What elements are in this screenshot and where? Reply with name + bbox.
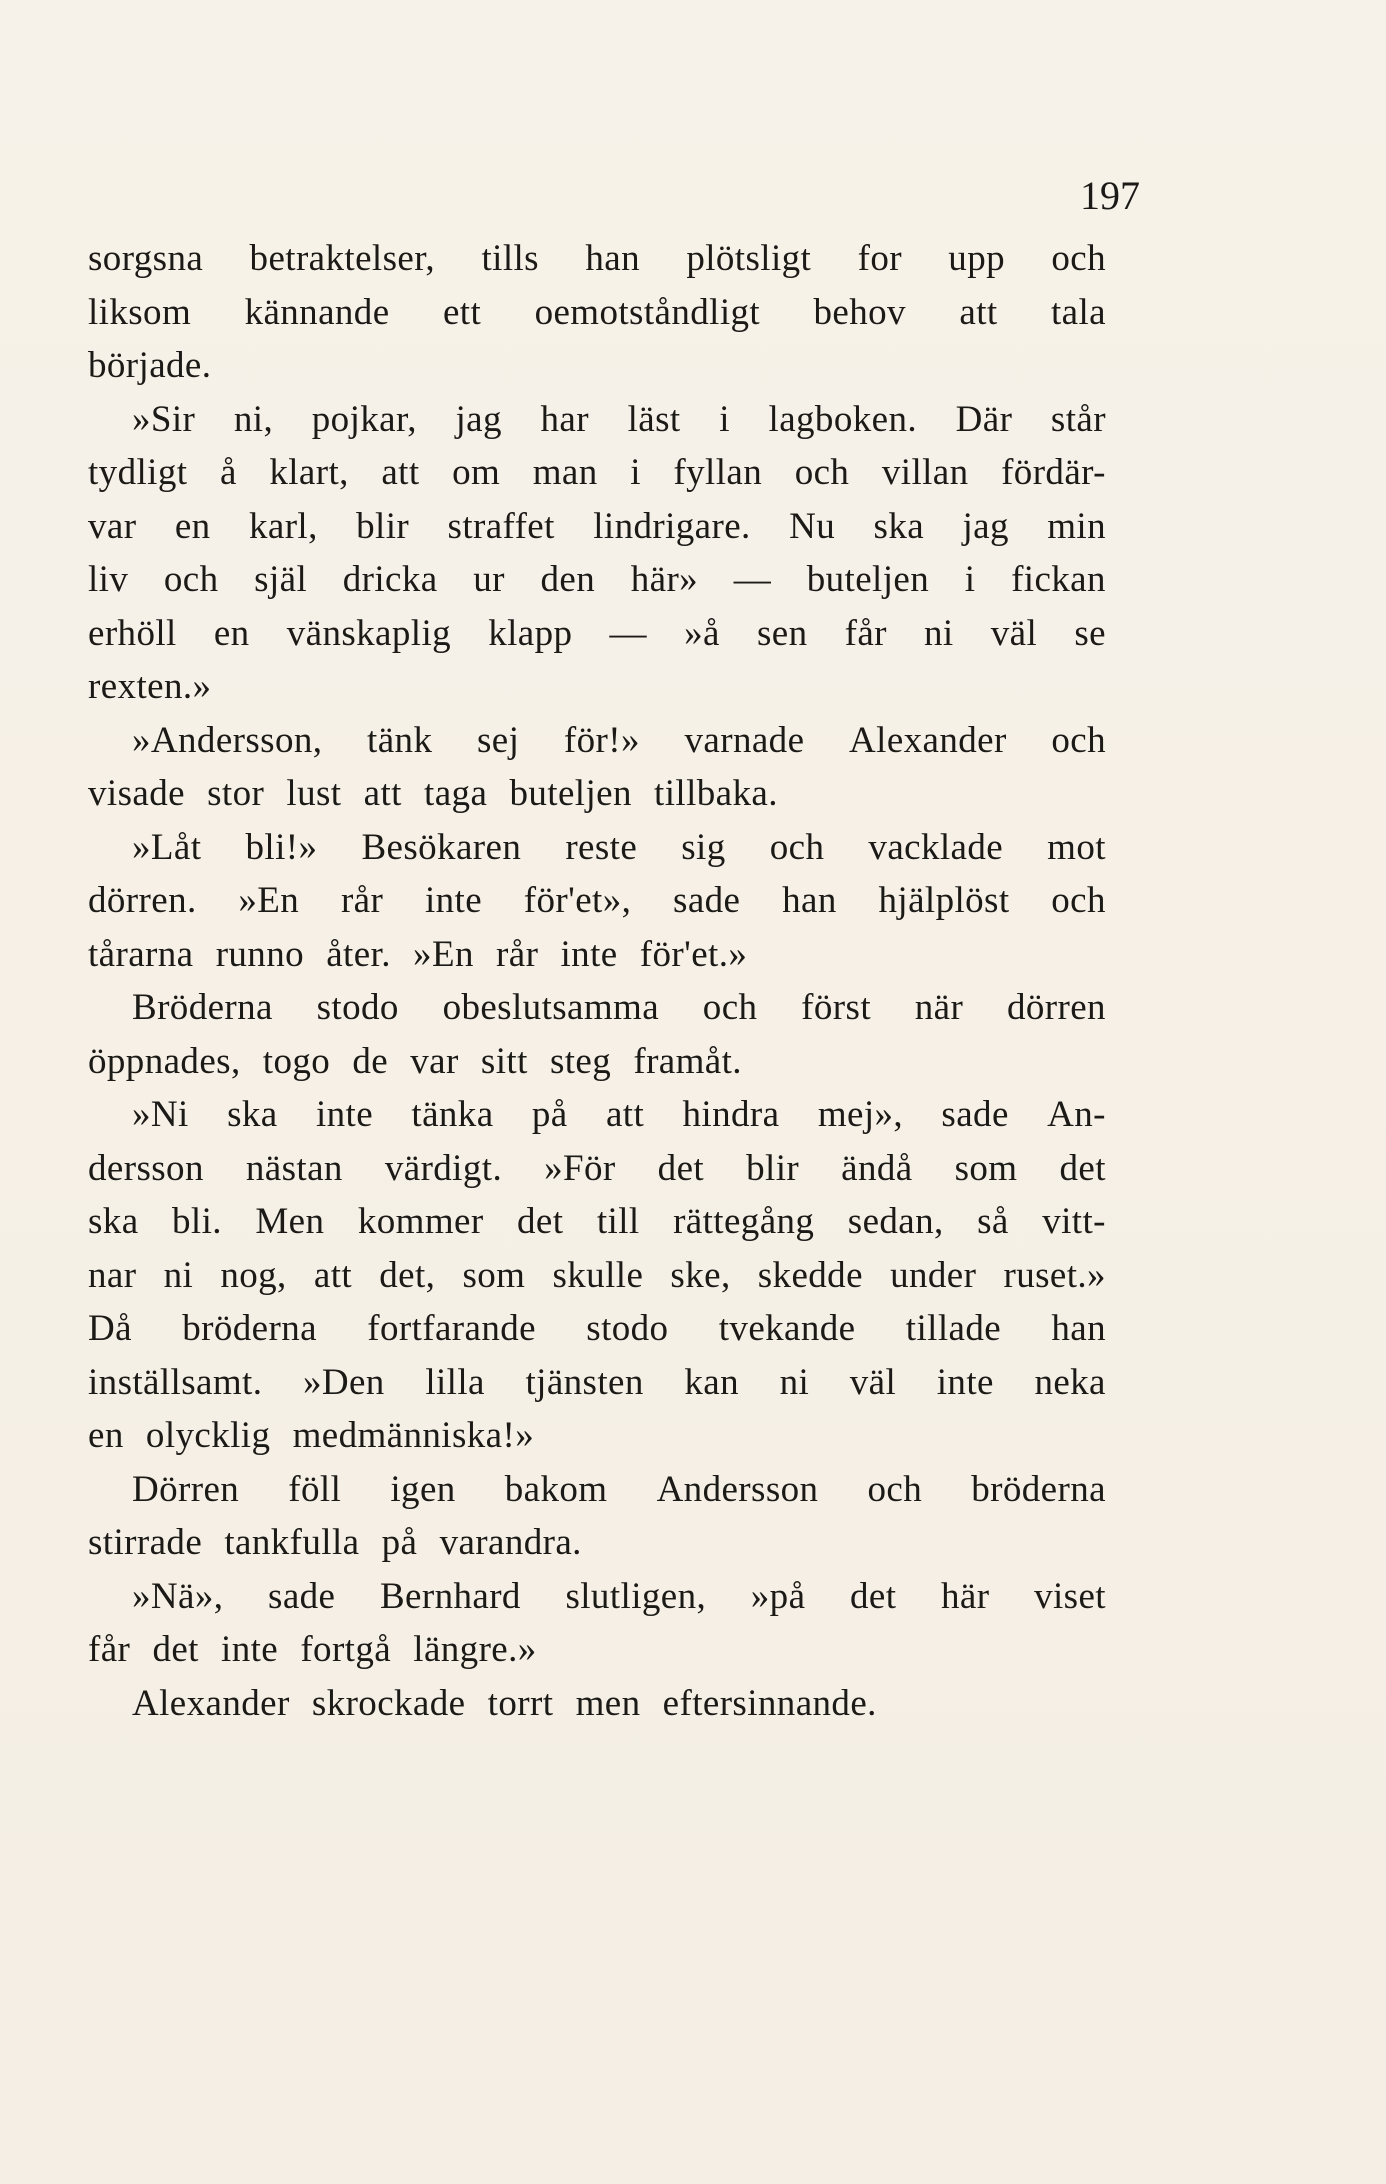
text-line — [88, 1409, 1106, 1463]
word: igen — [390, 1468, 456, 1510]
word: fyllan — [673, 452, 763, 493]
word: har — [540, 398, 589, 440]
word: på — [531, 1094, 568, 1135]
word: tala — [1050, 291, 1106, 333]
word: till — [596, 1201, 640, 1242]
word: om — [452, 452, 501, 493]
word: får — [844, 612, 887, 654]
word: stirrade — [88, 1522, 203, 1563]
word: reste — [565, 826, 638, 868]
word: rexten.» — [88, 666, 212, 707]
word: slutligen, — [565, 1575, 707, 1617]
word: rår — [340, 880, 384, 921]
word: neka — [1034, 1361, 1106, 1403]
word: när — [914, 987, 964, 1028]
word: tills — [481, 238, 539, 279]
word: en — [174, 505, 211, 547]
word: dörren — [1006, 987, 1106, 1028]
text-line — [88, 1356, 1106, 1410]
word: det — [850, 1575, 897, 1617]
text-line — [88, 1516, 1106, 1570]
word: var — [88, 505, 137, 547]
word: nästan — [245, 1147, 343, 1189]
word: bröderna — [971, 1468, 1106, 1510]
word: taga — [424, 773, 488, 814]
word: de — [352, 1040, 389, 1082]
word: å — [219, 452, 237, 493]
word: ni — [924, 612, 954, 654]
word: här — [941, 1575, 990, 1617]
word: i — [964, 559, 976, 600]
text-line — [132, 393, 1106, 447]
word: »på — [750, 1575, 806, 1617]
word: lagboken. — [768, 398, 917, 440]
text-line — [88, 232, 1106, 286]
word: vacklade — [868, 826, 1004, 868]
word: tvekande — [718, 1308, 856, 1349]
word: och — [867, 1468, 923, 1510]
word: lilla — [425, 1361, 485, 1403]
word: en — [213, 612, 250, 654]
word: ni, — [233, 398, 274, 440]
word: först — [801, 987, 871, 1028]
text-line — [88, 286, 1106, 340]
word: »För — [544, 1147, 616, 1189]
word: Bröderna — [132, 987, 273, 1028]
word: i — [719, 398, 730, 440]
word: blir — [356, 505, 410, 547]
word: man — [532, 452, 598, 493]
word: bli!» — [245, 826, 318, 868]
word: »En — [238, 880, 300, 921]
word: Men — [255, 1201, 325, 1242]
word: det — [657, 1147, 705, 1189]
word: skrockade — [311, 1682, 466, 1724]
text-line — [132, 821, 1106, 875]
text-line — [132, 1570, 1106, 1624]
word: hjälplöst — [878, 880, 1010, 921]
word: fickan — [1011, 559, 1106, 600]
word: nar — [88, 1254, 137, 1296]
word: oemotståndligt — [534, 291, 761, 333]
word: Då — [88, 1308, 132, 1349]
word: åter. — [326, 933, 391, 975]
word: blir — [746, 1147, 800, 1189]
word: inte — [315, 1094, 374, 1135]
word: plötsligt — [686, 238, 812, 279]
word: Dörren — [132, 1468, 240, 1510]
word: jag — [962, 505, 1009, 547]
word: dricka — [342, 559, 438, 600]
word: erhöll — [88, 612, 177, 654]
word: kan — [684, 1361, 739, 1403]
word: läst — [627, 398, 681, 440]
word: varnade — [684, 719, 805, 761]
text-line — [88, 767, 1106, 821]
word: buteljen — [509, 773, 632, 814]
word: föll — [288, 1468, 342, 1510]
word: »Sir — [132, 398, 196, 440]
word: Alexander — [849, 719, 1007, 761]
body-text — [88, 232, 1106, 1730]
word: bröderna — [182, 1308, 317, 1349]
word: vänskaplig — [286, 612, 452, 654]
word: liv — [88, 559, 129, 600]
word: väl — [990, 612, 1038, 654]
word: tårarna — [88, 933, 194, 975]
word: ni — [779, 1361, 810, 1403]
word: själ — [254, 559, 308, 600]
word: min — [1047, 505, 1106, 547]
word: han — [782, 880, 837, 921]
word: det — [1059, 1147, 1106, 1189]
word: upp — [948, 238, 1005, 279]
word: — — [733, 559, 772, 600]
word: sen — [756, 612, 808, 654]
word: mej», — [817, 1094, 904, 1135]
word: steg — [549, 1040, 612, 1082]
word: torrt — [487, 1682, 554, 1724]
word: runno — [215, 933, 305, 975]
word: behov — [813, 291, 906, 333]
text-line — [88, 607, 1106, 661]
word: den — [540, 559, 596, 600]
word: inte — [424, 880, 483, 921]
word: nog, — [220, 1254, 287, 1296]
word: sade — [673, 880, 741, 921]
text-line — [88, 1142, 1106, 1196]
word: »Låt — [132, 826, 202, 868]
word: så — [977, 1201, 1009, 1242]
word: längre.» — [413, 1629, 537, 1670]
word: dörren. — [88, 880, 197, 921]
text-line — [88, 446, 1106, 500]
word: tänk — [367, 719, 433, 761]
word: karl, — [248, 505, 318, 547]
word: och — [1051, 238, 1106, 279]
word: straffet — [447, 505, 555, 547]
word: stodo — [586, 1308, 669, 1349]
word: An- — [1047, 1094, 1106, 1135]
word: ni — [163, 1254, 194, 1296]
text-line — [88, 1623, 1106, 1677]
word: under — [890, 1254, 977, 1296]
word: varandra. — [439, 1522, 582, 1563]
word: togo — [262, 1040, 331, 1082]
word: liksom — [88, 291, 192, 333]
text-line — [132, 1088, 1106, 1142]
word: sade — [941, 1094, 1009, 1135]
word: tänka — [411, 1094, 494, 1135]
word: kommer — [357, 1201, 484, 1242]
text-line — [88, 500, 1106, 554]
word: inte — [560, 933, 618, 975]
word: — — [609, 612, 647, 654]
word: dersson — [88, 1147, 204, 1189]
word: inte — [221, 1629, 279, 1670]
word: det — [152, 1629, 199, 1670]
word: började. — [88, 345, 212, 386]
word: se — [1074, 612, 1106, 654]
word: men — [575, 1682, 641, 1724]
word: sade — [268, 1575, 336, 1617]
word: villan — [881, 452, 969, 493]
word: ur — [473, 559, 505, 600]
word: »Andersson, — [132, 719, 323, 761]
word: i — [630, 452, 641, 493]
word: här» — [630, 559, 699, 600]
word: på — [381, 1522, 418, 1563]
word: tillade — [905, 1308, 1002, 1349]
word: det, — [379, 1254, 436, 1296]
word: ändå — [841, 1147, 913, 1189]
word: Bernhard — [379, 1575, 521, 1617]
word: ska — [227, 1094, 278, 1135]
word: sorgsna — [88, 238, 204, 279]
word: öppnades, — [88, 1040, 241, 1082]
word: jag — [455, 398, 502, 440]
word: klapp — [488, 612, 573, 654]
word: och — [794, 452, 850, 493]
word: och — [702, 987, 758, 1028]
word: att — [381, 452, 420, 493]
word: Besökaren — [361, 826, 522, 868]
word: stodo — [316, 987, 399, 1028]
text-line — [88, 874, 1106, 928]
word: det — [517, 1201, 564, 1242]
word: bli. — [171, 1201, 222, 1242]
word: fortfarande — [367, 1308, 536, 1349]
word: att — [313, 1254, 353, 1296]
word: får — [88, 1629, 131, 1670]
word: medmänniska!» — [292, 1415, 535, 1456]
word: tillbaka. — [654, 773, 778, 814]
word: framåt. — [633, 1040, 742, 1082]
text-line — [88, 1302, 1106, 1356]
word: värdigt. — [384, 1147, 503, 1189]
word: rättegång — [673, 1201, 815, 1242]
text-line — [132, 714, 1106, 768]
word: fördär- — [1001, 452, 1106, 493]
word: betraktelser, — [249, 238, 436, 279]
word: tydligt — [88, 452, 188, 493]
word: kännande — [244, 291, 390, 333]
word: ska — [873, 505, 925, 547]
word: han — [1051, 1308, 1106, 1349]
text-line — [88, 1249, 1106, 1303]
word: för'et.» — [639, 933, 748, 975]
text-line — [88, 1195, 1106, 1249]
word: rår — [496, 933, 539, 975]
word: skulle — [552, 1254, 644, 1296]
word: viset — [1034, 1575, 1106, 1617]
word: fortgå — [300, 1629, 392, 1670]
word: sej — [476, 719, 520, 761]
text-line — [88, 660, 1106, 714]
word: att — [363, 773, 402, 814]
word: »Ni — [132, 1094, 189, 1135]
text-line — [88, 553, 1106, 607]
word: vitt- — [1042, 1201, 1106, 1242]
word: »å — [684, 612, 720, 654]
page-number: 197 — [1080, 173, 1140, 218]
word: obeslutsamma — [442, 987, 660, 1028]
word: lust — [286, 773, 342, 814]
word: och — [163, 559, 219, 600]
word: visade — [88, 773, 185, 814]
text-line — [132, 1463, 1106, 1517]
word: var — [410, 1040, 459, 1082]
word: bakom — [504, 1468, 608, 1510]
word: lindrigare. — [593, 505, 751, 547]
word: Alexander — [132, 1682, 290, 1724]
word: han — [585, 238, 640, 279]
word: for — [857, 238, 902, 279]
word: hindra — [682, 1094, 780, 1135]
word: olycklig — [145, 1415, 271, 1456]
text-line — [88, 339, 1106, 393]
word: inte — [936, 1361, 994, 1403]
word: och — [1051, 719, 1106, 761]
word: Nu — [789, 505, 836, 547]
word: »Den — [302, 1361, 385, 1403]
word: Där — [955, 398, 1013, 440]
text-line — [88, 1035, 1106, 1089]
word: ett — [442, 291, 482, 333]
word: som — [954, 1147, 1018, 1189]
word: ska — [88, 1201, 139, 1242]
word: som — [462, 1254, 526, 1296]
word: väl — [849, 1361, 897, 1403]
word: Andersson — [656, 1468, 819, 1510]
word: eftersinnande. — [662, 1682, 877, 1724]
word: klart, — [269, 452, 349, 493]
word: »En — [413, 933, 474, 975]
word: pojkar, — [311, 398, 417, 440]
text-line — [132, 1677, 1106, 1731]
word: står — [1050, 398, 1106, 440]
word: »Nä», — [132, 1575, 224, 1617]
word: sitt — [480, 1040, 528, 1082]
word: en — [88, 1415, 124, 1456]
text-line — [132, 981, 1106, 1035]
word: och — [769, 826, 825, 868]
word: skedde — [757, 1254, 863, 1296]
word: att — [605, 1094, 645, 1135]
word: buteljen — [806, 559, 930, 600]
word: tankfulla — [224, 1522, 360, 1563]
word: inställsamt. — [88, 1361, 263, 1403]
word: ruset.» — [1003, 1254, 1106, 1296]
word: mot — [1047, 826, 1106, 868]
word: för!» — [563, 719, 640, 761]
word: tjänsten — [525, 1361, 644, 1403]
word: att — [959, 291, 998, 333]
word: stor — [207, 773, 265, 814]
word: för'et», — [523, 880, 632, 921]
word: och — [1051, 880, 1106, 921]
word: sedan, — [847, 1201, 944, 1242]
word: ske, — [670, 1254, 731, 1296]
word: sig — [681, 826, 726, 868]
text-line — [88, 928, 1106, 982]
